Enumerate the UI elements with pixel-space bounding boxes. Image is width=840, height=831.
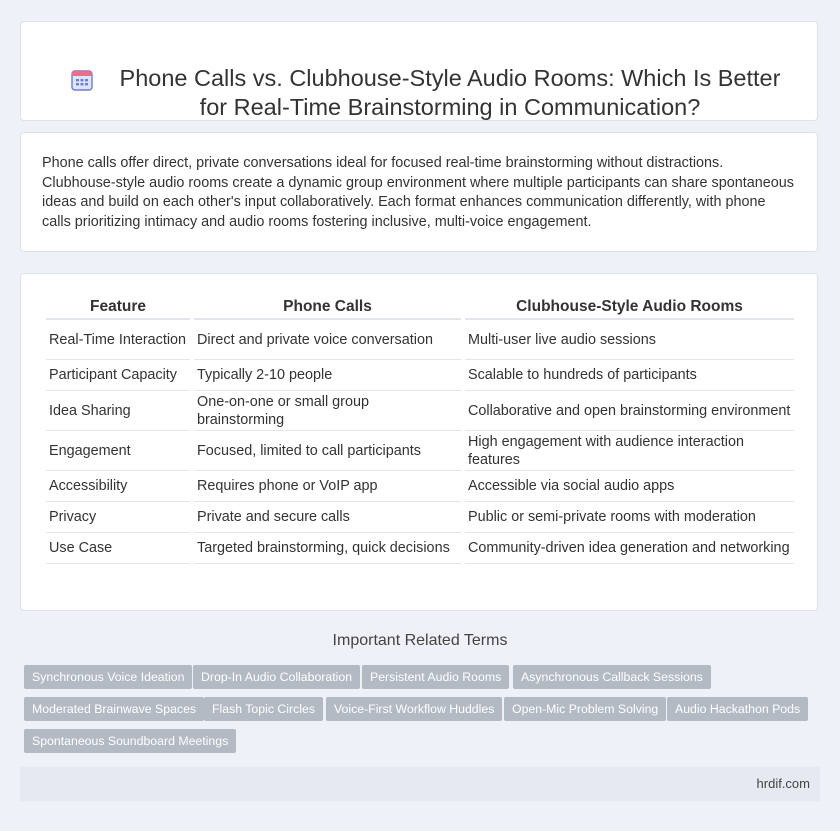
audio-room-cell: Community-driven idea generation and networking xyxy=(465,533,794,564)
feature-cell: Idea Sharing xyxy=(46,391,190,431)
related-term-tag[interactable]: Voice-First Workflow Huddles xyxy=(326,697,502,721)
related-term-tag[interactable]: Moderated Brainwave Spaces xyxy=(24,697,204,721)
phone-cell: Direct and private voice conversation xyxy=(194,320,461,360)
related-term-tag[interactable]: Audio Hackathon Pods xyxy=(667,697,808,721)
feature-cell: Accessibility xyxy=(46,471,190,502)
feature-cell: Engagement xyxy=(46,431,190,471)
table-row xyxy=(46,320,794,360)
comparison-table xyxy=(42,295,798,564)
phone-cell: One-on-one or small group brainstorming xyxy=(194,391,461,431)
phone-cell: Focused, limited to call participants xyxy=(194,431,461,471)
related-term-tag[interactable]: Asynchronous Callback Sessions xyxy=(513,665,711,689)
related-term-tag[interactable]: Flash Topic Circles xyxy=(204,697,323,721)
audio-room-cell: Public or semi-private rooms with moderation xyxy=(465,502,794,533)
table-row xyxy=(46,533,794,564)
table-row xyxy=(46,391,794,431)
table-row xyxy=(46,471,794,502)
footer xyxy=(20,767,820,801)
table-header-row xyxy=(46,295,794,320)
related-term-tag[interactable]: Persistent Audio Rooms xyxy=(362,665,509,689)
phone-cell: Requires phone or VoIP app xyxy=(194,471,461,502)
audio-room-cell: Multi-user live audio sessions xyxy=(465,320,794,360)
related-term-tag[interactable]: Synchronous Voice Ideation xyxy=(24,665,192,689)
footer-site-link[interactable]: hrdif.com xyxy=(756,776,810,791)
page-title: Phone Calls vs. Clubhouse-Style Audio Rooms: Which Is Better for Real-Time Brainstorming in Communication? xyxy=(119,65,781,120)
audio-room-cell: Collaborative and open brainstorming environment xyxy=(465,391,794,431)
table-row xyxy=(46,431,794,471)
comparison-card xyxy=(20,273,818,611)
audio-room-cell: Scalable to hundreds of participants xyxy=(465,360,794,391)
phone-cell: Targeted brainstorming, quick decisions xyxy=(194,533,461,564)
header-feature: Feature xyxy=(46,295,190,320)
intro-card xyxy=(20,132,818,252)
feature-cell: Real-Time Interaction xyxy=(46,320,190,360)
phone-cell: Typically 2-10 people xyxy=(194,360,461,391)
related-term-tag[interactable]: Spontaneous Soundboard Meetings xyxy=(24,729,236,753)
calendar-icon xyxy=(70,68,94,92)
related-term-tag[interactable]: Drop-In Audio Collaboration xyxy=(193,665,360,689)
header-phone-calls: Phone Calls xyxy=(194,295,461,320)
feature-cell: Privacy xyxy=(46,502,190,533)
related-terms-title: Important Related Terms xyxy=(332,632,508,649)
table-row xyxy=(46,360,794,391)
title-card xyxy=(20,21,818,121)
audio-room-cell: Accessible via social audio apps xyxy=(465,471,794,502)
header-audio-rooms: Clubhouse-Style Audio Rooms xyxy=(465,295,794,320)
related-term-tag[interactable]: Open-Mic Problem Solving xyxy=(504,697,666,721)
phone-cell: Private and secure calls xyxy=(194,502,461,533)
audio-room-cell: High engagement with audience interaction features xyxy=(465,431,794,471)
intro-text: Phone calls offer direct, private conversations ideal for focused real-time brainstorming without distractions. Clubhouse-style audio rooms create a dynamic group environment where multiple participants can share spontaneous ideas and build on each other's input collaboratively. Each format enhances communication differently, with phone calls prioritizing intimacy and audio rooms fostering inclusive, multi-voice engagement. xyxy=(42,155,794,231)
feature-cell: Participant Capacity xyxy=(46,360,190,391)
feature-cell: Use Case xyxy=(46,533,190,564)
table-row xyxy=(46,502,794,533)
